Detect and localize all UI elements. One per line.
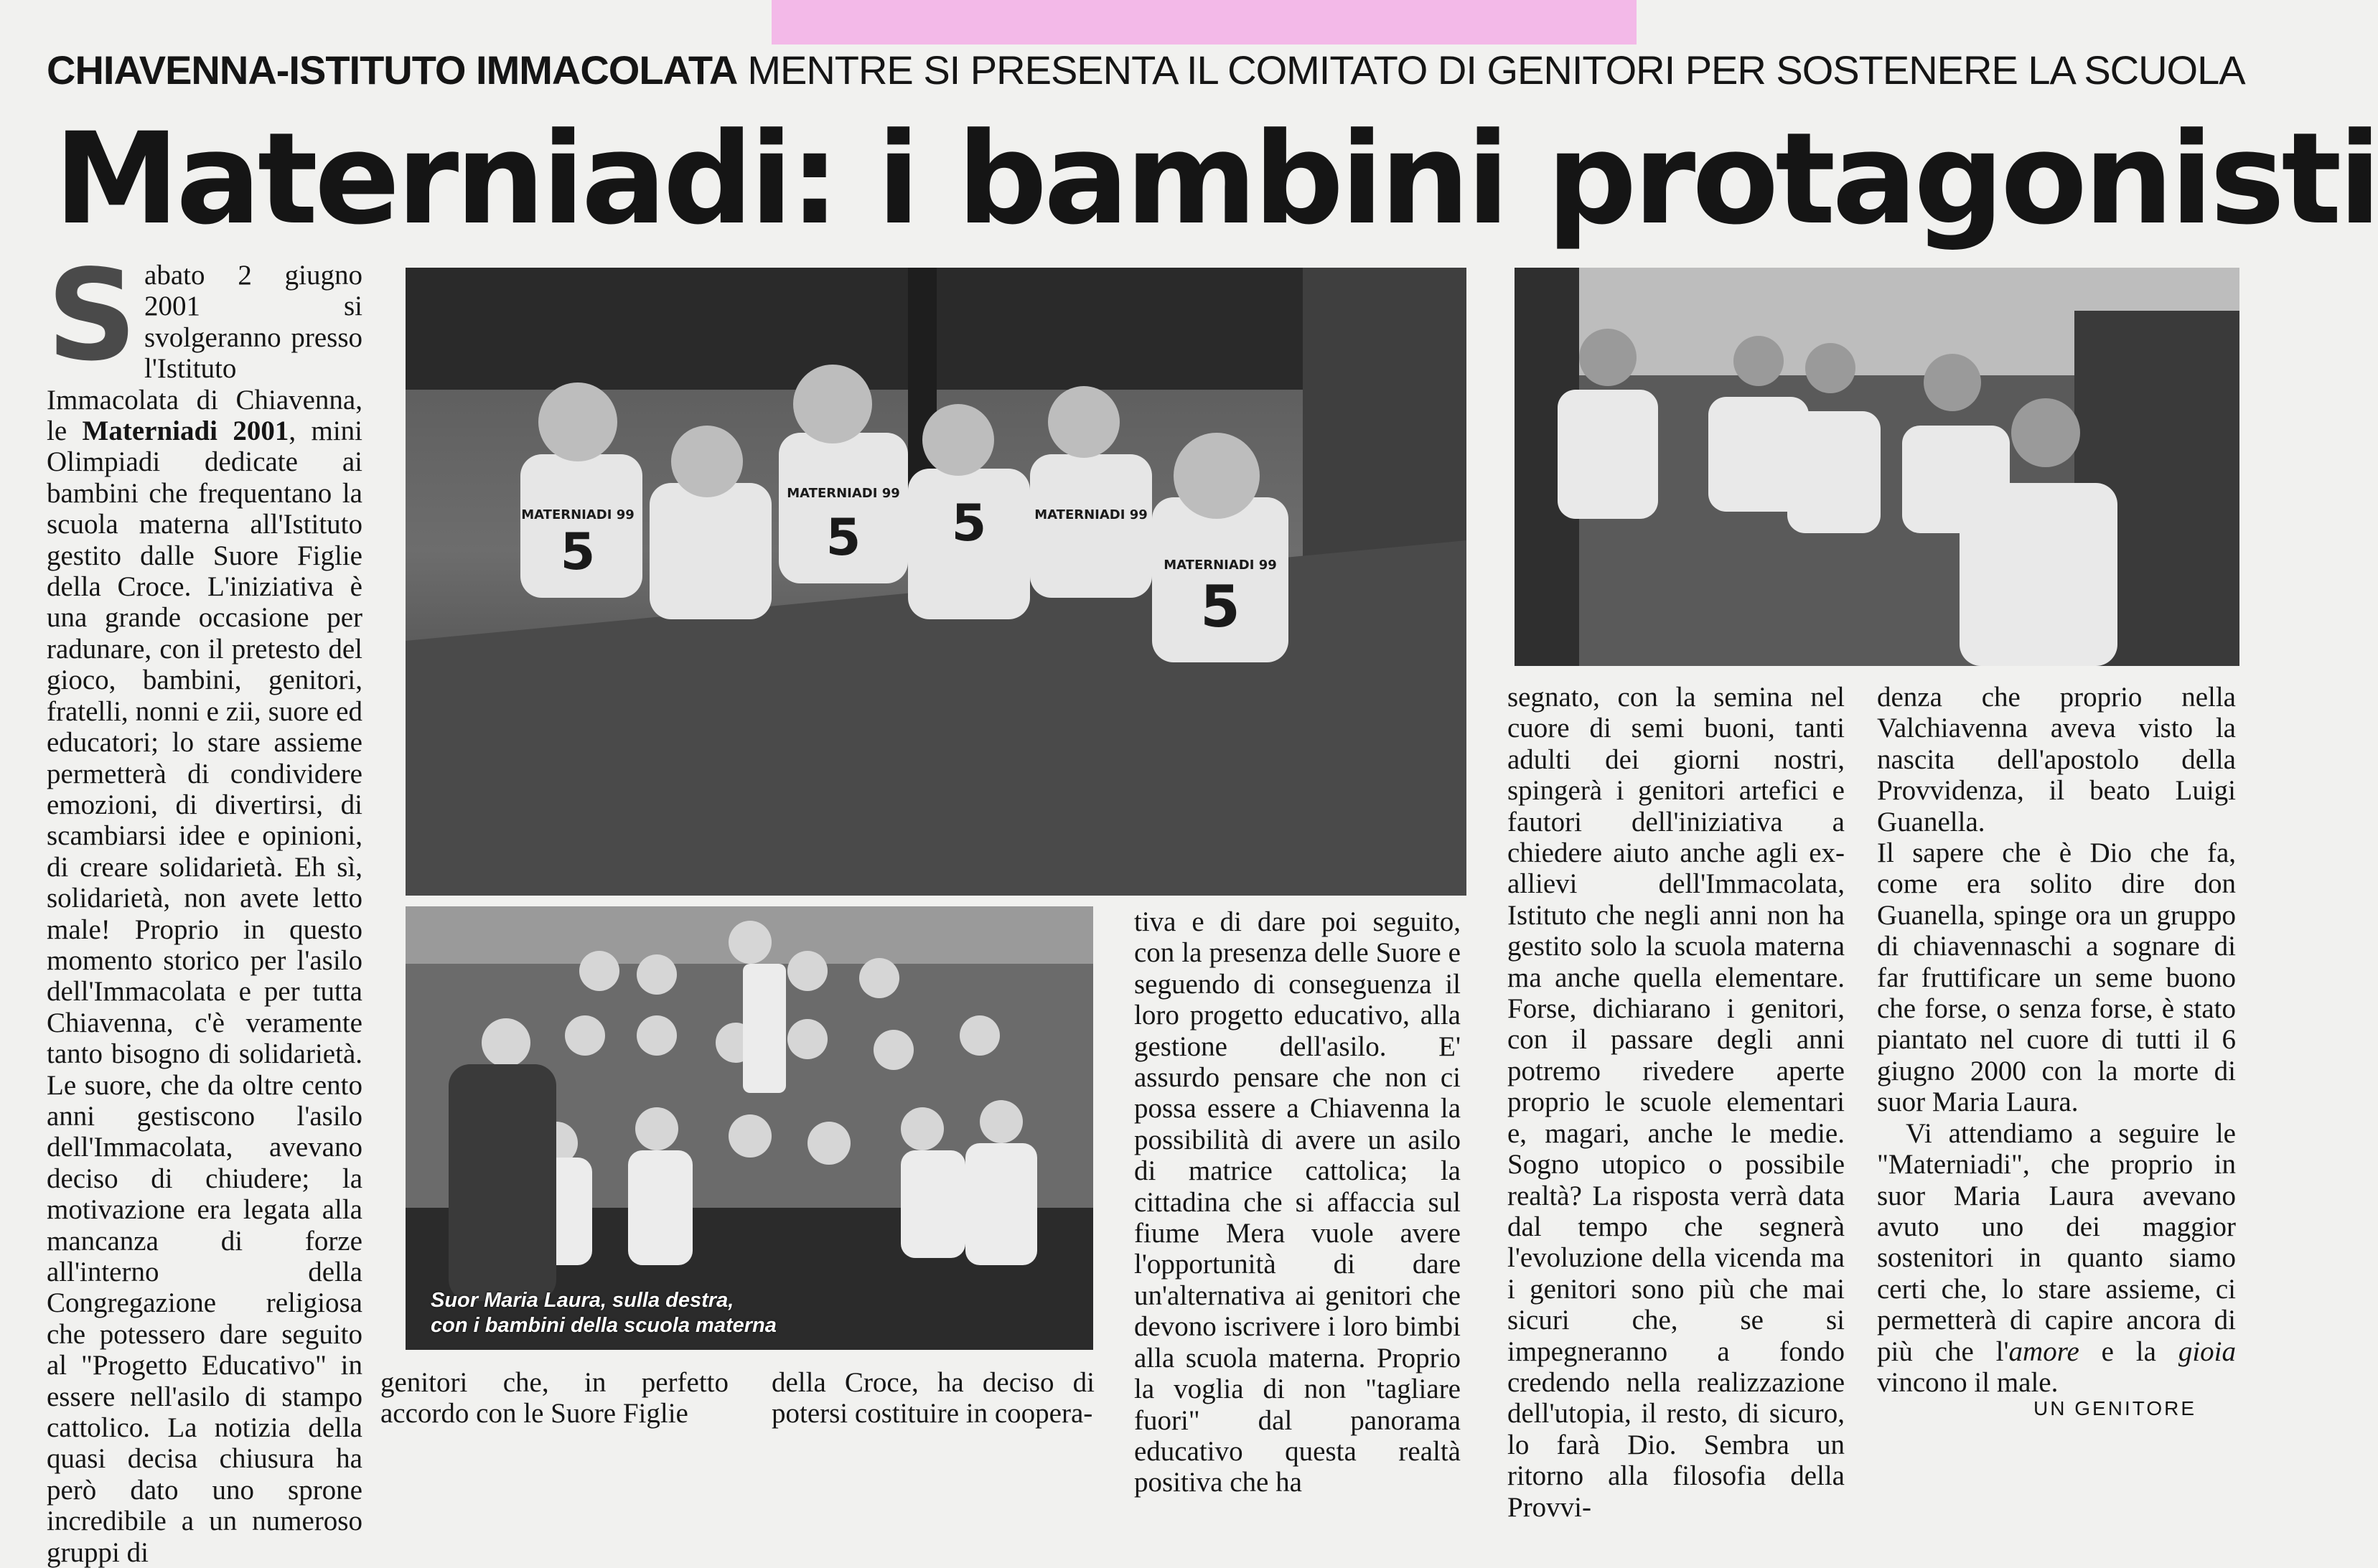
caption-line-2: con i bambini della scuola materna — [431, 1314, 777, 1337]
article-column-4 — [1134, 906, 1461, 1498]
word-gioia: gioia — [2178, 1335, 2236, 1367]
article-column-6 — [1877, 682, 2236, 1398]
photo-children-race — [406, 268, 1466, 896]
pink-highlighter-mark — [772, 0, 1637, 44]
svg-text:5: 5 — [560, 522, 596, 581]
svg-text:MATERNIADI 99: MATERNIADI 99 — [787, 486, 900, 501]
article-column-3 — [772, 1367, 1095, 1435]
col6-text-a: Vi attendiamo a seguire le "Materniadi", che proprio in suor Maria Laura avevano avuto uno dei maggior sostenitori in quanto siamo certi che, lo stare assieme, ci permetterà di capire ancora di più che l' — [1877, 1117, 2236, 1367]
col6-paragraph-3 — [1877, 1118, 2236, 1399]
svg-text:5: 5 — [825, 508, 861, 567]
article-column-2 — [380, 1367, 729, 1435]
kicker — [47, 42, 2250, 99]
drop-cap: S — [47, 243, 138, 389]
svg-text:MATERNIADI 99: MATERNIADI 99 — [521, 507, 635, 522]
event-name: Materniadi 2001 — [82, 416, 289, 447]
headline: Materniadi: i bambini protagonisti — [54, 105, 2378, 253]
col6-paragraph-2: Il sapere che è Dio che fa, come era solito dire don Guanella, spinge ora un gruppo di chiavennaschi a sognare di far fruttificare un seme buono che forse, o senza forse, è stato piantato nel cuore di tutti il 6 giugno 2000 con la morte di suor Maria Laura. — [1877, 837, 2236, 1118]
col3-text: della Croce, ha deciso di potersi costituire in coopera- — [772, 1367, 1095, 1429]
col6-paragraph-1: denza che proprio nella Valchiavenna aveva visto la nascita dell'apostolo della Provvidenza, il beato Luigi Guanella. — [1877, 682, 2236, 837]
word-amore: amore — [2008, 1335, 2079, 1367]
article-column-5 — [1507, 682, 1845, 1523]
photo-children-race-image — [406, 268, 1466, 896]
svg-text:MATERNIADI 99: MATERNIADI 99 — [1034, 507, 1148, 522]
svg-text:MATERNIADI 99: MATERNIADI 99 — [1164, 558, 1277, 573]
photo-group-women — [1515, 268, 2239, 666]
photo-caption — [431, 1288, 947, 1338]
photo-class-group-image — [406, 906, 1093, 1350]
col1-text-b: , mini Olimpiadi dedicate ai bambini che frequentano la scuola materna all'Istituto gestito dalle Suore Figlie della Croce. L'iniziativa è una grande occasione per radunare, con il pretesto del gioco, bambini, genitori, fratelli, nonni e zii, suore ed educatori; lo stare assieme permetterà di condividere emozioni, di divertirsi, di scambiarsi idee e opinioni, di creare solidarietà. Eh sì, solidarietà, non avete letto male! Proprio in questo momento storico per l'asilo dell'Immacolata e per tutta Chiavenna, c'è veramente tanto bisogno di solidarietà. Le suore, che da oltre cento anni gestiscono l'asilo dell'Immacolata, avevano deciso di chiudere; la motivazione era legata alla mancanza di forze all'interno della Congregazione religiosa che potessero dare seguito al "Progetto Educativo" in essere nell'asilo di stampo cattolico. La notizia della quasi decisa chiusura ha però dato uno sprone incredibile a un numeroso gruppi di — [47, 416, 363, 1568]
photo-group-women-image — [1515, 268, 2239, 666]
kicker-place: CHIAVENNA-ISTITUTO IMMACOLATA — [47, 47, 738, 93]
photo-class-group — [406, 906, 1093, 1350]
svg-text:5: 5 — [1200, 573, 1240, 640]
article-column-1 — [47, 243, 363, 1568]
col4-text: tiva e di dare poi seguito, con la presenza delle Suore e seguendo di conseguenza il loro progetto educativo, alla gestione dell'asilo. E' assurdo pensare che non ci possa essere a Chiavenna la possibilità di avere un asilo di matrice cattolica; la cittadina che si affaccia sul fiume Mera vuole avere l'opportunità di dare un'alternativa ai genitori che devono iscrivere i loro bimbi alla scuola materna. Proprio la voglia di non "tagliare fuori" dal panorama educativo questa realtà positiva che ha — [1134, 906, 1461, 1498]
col1-text-a: abato 2 giugno 2001 si svolgeranno presso l'Istituto Immacolata di Chiavenna, le — [47, 260, 362, 447]
col5-text: segnato, con la semina nel cuore di semi buoni, tanti adulti dei giorni nostri, spingerà i genitori artefici e fautori dell'iniziativa a chiedere aiuto anche agli ex-allievi dell'Immacolata, Istituto che negli anni non ha gestito solo la scuola materna ma anche quella elementare. Forse, dichiarano i genitori, con il passare degli anni potremo rivedere aperte proprio le scuole elementari e, magari, anche le medie. Sogno utopico o possibile realtà? La risposta verrà data dal tempo che segnerà l'evoluzione della vicenda ma i genitori sono più che mai sicuri che, se si impegneranno a fondo credendo nella realizzazione dell'utopia, il resto, di sicuro, lo farà Dio. Sembra un ritorno alla filosofia della Provvi- — [1507, 682, 1845, 1523]
col2-text: genitori che, in perfetto accordo con le Suore Figlie — [380, 1367, 729, 1429]
author-signature: UN GENITORE — [2033, 1397, 2196, 1419]
svg-text:5: 5 — [951, 494, 987, 553]
kicker-subtitle: MENTRE SI PRESENTA IL COMITATO DI GENITORI PER SOSTENERE LA SCUOLA — [747, 47, 2245, 93]
col6-text-mid: e la — [2079, 1335, 2178, 1367]
col6-text-end: vincono il male. — [1877, 1366, 2059, 1398]
caption-line-1: Suor Maria Laura, sulla destra, — [431, 1289, 734, 1312]
